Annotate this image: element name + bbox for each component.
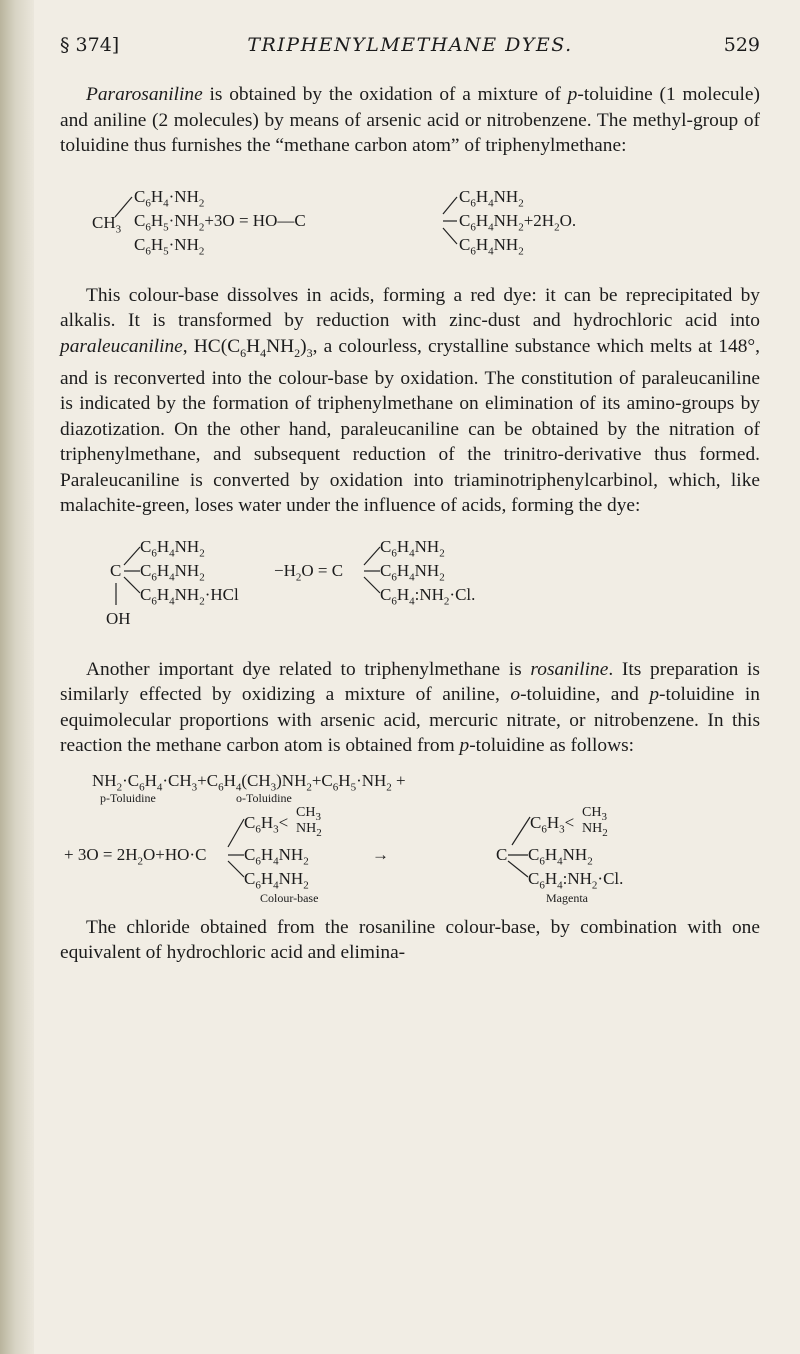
dye-arm-middle: $C_6H_4NH_2$ (380, 560, 445, 584)
magenta-arm-top: $C_6H_3<$ (530, 812, 575, 836)
term-pararosaniline: Pararosaniline (86, 84, 203, 105)
magenta-methyl: $CH_3$ (582, 804, 607, 823)
base-arm-middle: $C_6H_4NH_2$ (244, 844, 309, 868)
section-number: § 374] (60, 34, 120, 56)
paragraph-chloride: The chloride obtained from the rosaniline colour-base, by combination with one equivalent of hydrochloric acid and elimina- (60, 916, 760, 964)
product-arm-middle: $C_6H_4NH_2+2H_2O$. (459, 210, 577, 233)
base-methyl: $CH_3$ (296, 804, 321, 823)
carbinol-arm-middle: $C_6H_4NH_2$ (140, 560, 205, 584)
page-binding-edge (0, 0, 34, 1354)
water-elimination: $-H_2O = C$ (274, 560, 344, 584)
equation-rosaniline-formation (60, 769, 760, 909)
book-page (60, 28, 760, 966)
reactant-aniline-2: $C_6H_5\cdot NH_2$ (134, 234, 205, 257)
equation-carbinol-to-dye (60, 529, 760, 657)
carbinol-central-carbon: C (110, 560, 122, 580)
magenta-arm-bottom: $C_6H_4:NH_2\cdot Cl$. (528, 868, 624, 892)
reaction-arrow: → (372, 844, 389, 864)
label-magenta: Magenta (546, 890, 588, 905)
term-paraleucaniline: paraleucaniline (60, 335, 183, 357)
dye-arm-top: $C_6H_4NH_2$ (380, 536, 445, 560)
running-header (60, 28, 760, 62)
label-p-toluidine: p-Toluidine (100, 790, 156, 805)
magenta-amino: $NH_2$ (582, 820, 608, 839)
paragraph-paraleucaniline: This colour-base dissolves in acids, forming a red dye: it can be reprecipitated by alkalis. It is transformed by reduction with zinc-dust and hydrochloric acid into paraleucaniline, $HC(C_6H_4NH_2)_3$, a colourless, crystalline substance which melts at 148°, and is reconverted into the colour-base by oxidation. The constitution of paraleucaniline is indicated by the formation of triphenylmethane on elimination of its amino-groups by diazotization. On the other hand, paraleucaniline can be obtained by the nitration of triphenylmethane, and subsequent reduction of the trinitro-derivative thus formed. Paraleucaniline is converted by oxidation into triaminotriphenylcarbinol, which, like malachite-green, loses water under the influence of acids, forming the dye: (60, 284, 760, 517)
base-arm-top: $C_6H_3<$ (244, 812, 289, 836)
dye-arm-bottom: $C_6H_4:NH_2\cdot Cl$. (380, 584, 476, 608)
product-arm-bottom: $C_6H_4NH_2$ (459, 234, 524, 257)
base-arm-bottom: $C_6H_4NH_2$ (244, 868, 309, 892)
reactant-toluidine: $C_6H_4\cdot NH_2$ (134, 186, 205, 209)
label-o-toluidine: o-Toluidine (236, 790, 292, 805)
base-amino: $NH_2$ (296, 820, 322, 839)
hydroxyl-group: OH (106, 608, 131, 628)
reactants-line: $NH_2\cdot C_6H_4\cdot CH_3+C_6H_4(CH_3)NH_2+C_6H_5\cdot NH_2$ + (92, 770, 406, 794)
paragraph-rosaniline: Another important dye related to triphenylmethane is rosaniline. Its preparation is similarly effected by oxidizing a mixture of aniline, o-toluidine, and p-toluidine in equimolecular proportions with arsenic acid, mercuric nitrate, or nitrobenzene. In this reaction the methane carbon atom is obtained from p-toluidine as follows: (60, 658, 760, 757)
carbinol-arm-top: $C_6H_4NH_2$ (140, 536, 205, 560)
magenta-arm-middle: $C_6H_4NH_2$ (528, 844, 593, 868)
paragraph-pararosaniline: Pararosaniline is obtained by the oxidation of a mixture of p-toluidine (1 molecule) and aniline (2 molecules) by means of arsenic acid or nitrobenzene. The methyl-group of toluidine thus furnishes the “methane carbon atom” of triphenylmethane: (60, 84, 760, 156)
oxidation-lead: + $3O = 2H_2O+HO\cdot C$ (64, 844, 207, 868)
methyl-group: $CH_3$ (92, 212, 122, 235)
product-arm-top: $C_6H_4NH_2$ (459, 186, 524, 209)
term-rosaniline: rosaniline (530, 658, 609, 680)
label-colour-base: Colour-base (260, 890, 319, 905)
running-title: TRIPHENYLMETHANE DYES. (247, 34, 573, 56)
equation-pararosaniline-formation (60, 167, 760, 277)
reactant-aniline-and-product-start: $C_6H_5\cdot NH_2+3O$ = HO—C (134, 210, 306, 233)
carbinol-arm-bottom: $C_6H_4NH_2\cdot HCl$ (140, 584, 239, 608)
page-number: 529 (723, 34, 760, 56)
magenta-central-carbon: C (496, 844, 508, 864)
